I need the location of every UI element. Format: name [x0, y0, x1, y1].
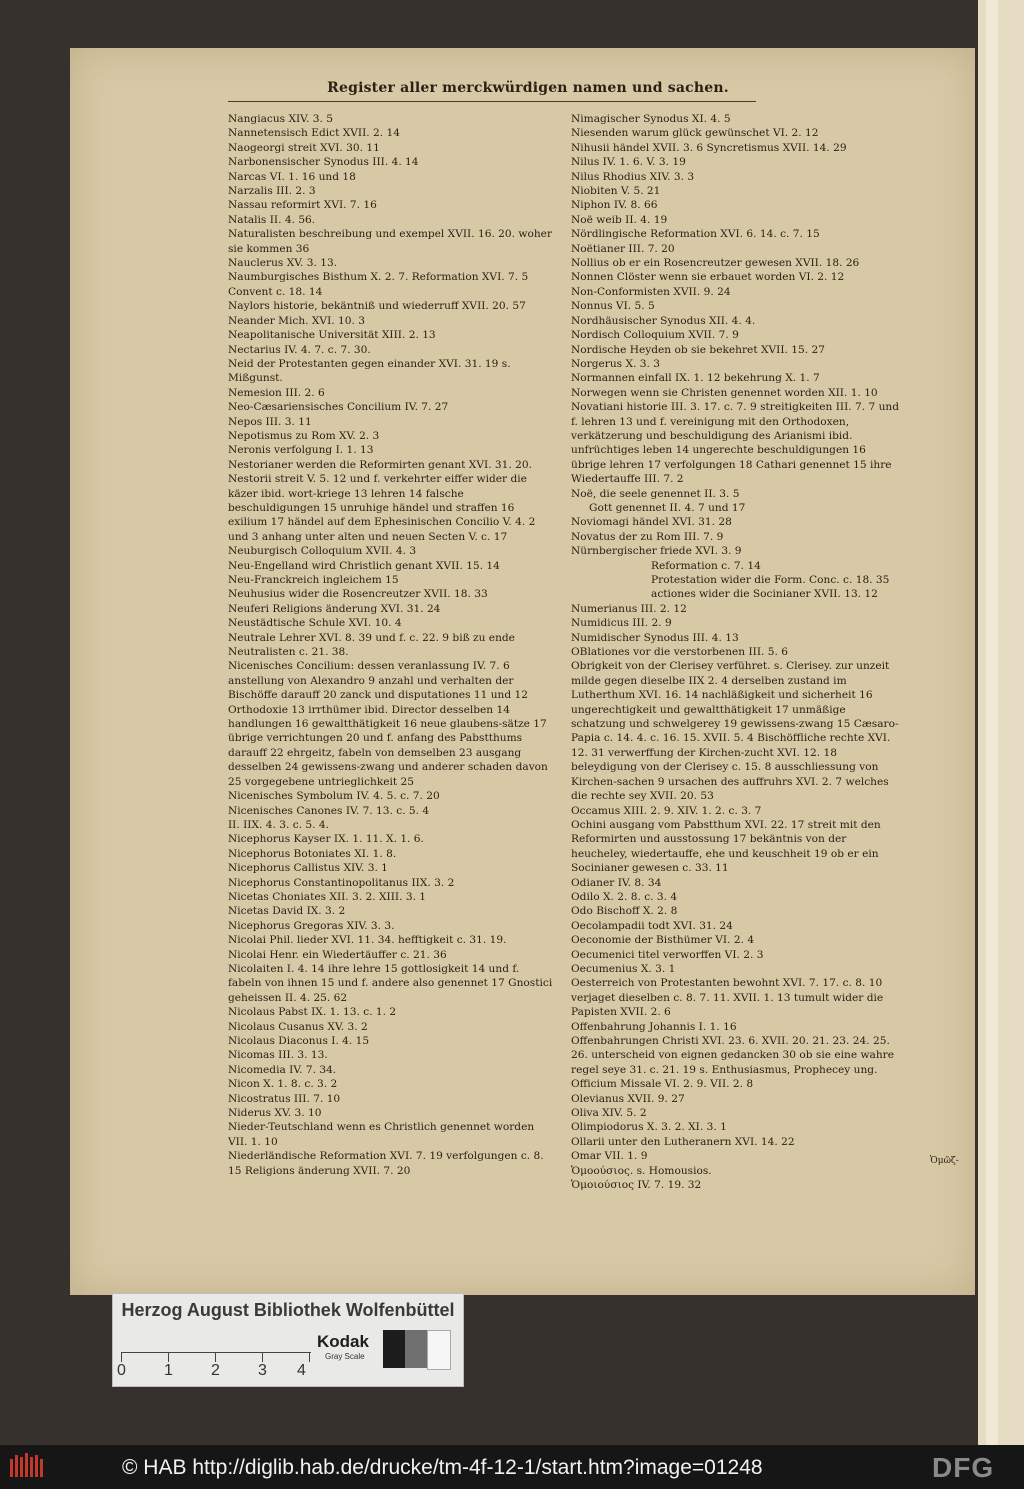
page-header: Register aller merckwürdigen namen und sachen. — [327, 80, 729, 96]
index-entry: Odo Bischoff X. 2. 8 — [571, 905, 678, 918]
ruler-number: 1 — [164, 1362, 173, 1379]
ruler-number: 2 — [211, 1362, 220, 1379]
index-entry: Nauclerus XV. 3. 13. — [228, 257, 338, 270]
index-entry: Nectarius IV. 4. 7. c. 7. 30. — [228, 343, 371, 356]
index-entry: Obrigkeit von der Clerisey verführet. s. Clerisey. zur unzeit milde gegen dieselbe IIX 2. 4 derselben zustand im Lutherthum XVI. 16. 14 nachläßigkeit und sicherheit 16 ungerechtigkeit und gewaltthätigkeit 17 unmäßige schatzung und schwelgerey 19 gewissens-zwang 15 Cæsaro-Papia c. 14. 4. c. 16. 15. XVII. 5. 4 Bischöffliche rechte XVI. 12. 31 verwerffung der Kirchen-zucht XVI. 12. 18 beleydigung von der Clerisey c. 15. 8 ausschliessung von Kirchen-sachen 9 ursachen des auffruhrs XVI. 2. 7 welches die rechte sey XVII. 20. 53 — [571, 660, 899, 803]
library-name: Herzog August Bibliothek Wolfenbüttel — [121, 1300, 455, 1320]
index-entry: Niderus XV. 3. 10 — [228, 1107, 322, 1120]
index-entry: Nicenisches Concilium: dessen veranlassung IV. 7. 6 anstellung von Alexandro 9 anzahl und verhalten der Bischöffe darauff 20 zanck und disputationes 11 und 12 Orthodoxie 13 irrthümer ibid. Director desselben 14 handlungen 16 gewaltthätigkeit 16 neue glaubens-sätze 17 übrige verrichtungen 20 und f. anfang des Pabstthums darauff 22 ehrgeitz, fabeln von demselben 23 ausgang desselben 24 gewissens-zwang und anderer schaden davon 25 vorgegebene untrieglichkeit 25 — [228, 660, 548, 788]
index-entry: Nordische Heyden ob sie bekehret XVII. 15. 27 — [571, 343, 825, 356]
index-entry: Numidischer Synodus III. 4. 13 — [571, 631, 739, 644]
index-entry: Nilus IV. 1. 6. V. 3. 19 — [571, 156, 686, 169]
index-entry: Nicomas III. 3. 13. — [228, 1049, 328, 1062]
gray-swatch-black — [383, 1330, 405, 1368]
index-entry: Oecumenius X. 3. 1 — [571, 962, 676, 975]
index-column-right — [571, 112, 901, 1192]
index-entry: Nonnen Clöster wenn sie erbauet worden VI. 2. 12 — [571, 271, 845, 284]
index-entry: Nördlingische Reformation XVI. 6. 14. c. 7. 15 — [571, 228, 820, 241]
index-entry: Noëtianer III. 7. 20 — [571, 242, 675, 255]
index-entry: Oliva XIV. 5. 2 — [571, 1107, 647, 1120]
index-entry: Gott genennet II. 4. 7 und 17 — [589, 501, 746, 514]
index-entry: Nicolai Henr. ein Wiedertäuffer c. 21. 36 — [228, 948, 447, 961]
index-entry: Nicenisches Canones IV. 7. 13. c. 5. 4 — [228, 804, 430, 817]
index-entry: Nicostratus III. 7. 10 — [228, 1092, 341, 1105]
gray-swatch-mid — [405, 1330, 427, 1368]
index-entry: Nicetas David IX. 3. 2 — [228, 905, 346, 918]
catchword: Ὁμῶζ- — [930, 1156, 959, 1166]
index-entry: Omar VII. 1. 9 — [571, 1150, 648, 1163]
index-entry: Ὁμοιούσιος IV. 7. 19. 32 — [571, 1179, 702, 1192]
index-entry: Nicephorus Callistus XIV. 3. 1 — [228, 862, 388, 875]
index-entry: Neander Mich. XVI. 10. 3 — [228, 314, 365, 327]
index-entry: Nollius ob er ein Rosencreutzer gewesen XVII. 18. 26 — [571, 257, 860, 270]
index-entry: Neuburgisch Colloquium XVII. 4. 3 — [228, 545, 417, 558]
index-entry: Nicomedia IV. 7. 34. — [228, 1063, 337, 1076]
index-entry: Nicolaus Pabst IX. 1. 13. c. 1. 2 — [228, 1006, 397, 1019]
index-entry: Nicephorus Gregoras XIV. 3. 3. — [228, 919, 395, 932]
index-entry: Officium Missale VI. 2. 9. VII. 2. 8 — [571, 1078, 754, 1091]
index-entry: Nordisch Colloquium XVII. 7. 9 — [571, 329, 739, 342]
index-entry: Olimpiodorus X. 3. 2. XI. 3. 1 — [571, 1121, 727, 1134]
ruler-number: 0 — [117, 1362, 126, 1379]
index-entry: Nonnus VI. 5. 5 — [571, 300, 655, 313]
ruler-tick — [121, 1352, 122, 1362]
index-entry: Norgerus X. 3. 3 — [571, 357, 660, 370]
index-entry: Neid der Protestanten gegen einander XVI. 31. 19 s. Mißgunst. — [228, 357, 511, 385]
adjacent-page-edge — [978, 0, 1024, 1445]
index-entry: Noë weib II. 4. 19 — [571, 213, 668, 226]
index-entry: Narzalis III. 2. 3 — [228, 185, 316, 198]
index-entry: Naumburgisches Bisthum X. 2. 7. Reformation XVI. 7. 5 Convent c. 18. 14 — [228, 271, 529, 298]
index-entry: Neu-Franckreich ingleichem 15 — [228, 574, 399, 586]
ruler-number: 4 — [297, 1362, 306, 1379]
index-entry: Oeconomie der Bisthümer VI. 2. 4 — [571, 934, 755, 947]
index-entry: Numidicus III. 2. 9 — [571, 617, 672, 630]
index-entry: Reformation c. 7. 14 — [651, 559, 761, 572]
index-entry: Noviomagi händel XVI. 31. 28 — [571, 516, 732, 529]
index-entry: Narcas VI. 1. 16 und 18 — [228, 170, 356, 183]
index-entry: Nannetensisch Edict XVII. 2. 14 — [228, 127, 400, 140]
dfg-logo: DFG — [932, 1452, 995, 1483]
index-entry: Nicetas Choniates XII. 3. 2. XIII. 3. 1 — [228, 890, 427, 903]
kodak-logo: Kodak — [317, 1332, 369, 1351]
index-entry: Odilo X. 2. 8. c. 3. 4 — [571, 890, 678, 903]
index-entry: Oecumenici titel verworffen VI. 2. 3 — [571, 948, 764, 961]
index-entry: Narbonensischer Synodus III. 4. 14 — [228, 156, 419, 169]
index-entry: Neutrale Lehrer XVI. 8. 39 und f. c. 22. 9 biß zu ende — [228, 631, 515, 644]
adjacent-page-edge-highlight — [986, 0, 998, 1445]
index-entry: Naylors historie, bekäntniß und wiederruff XVII. 20. 57 — [228, 300, 526, 313]
index-entry: Nangiacus XIV. 3. 5 — [228, 113, 333, 125]
index-entry: Nemesion III. 2. 6 — [228, 386, 325, 399]
index-entry: Nicephorus Constantinopolitanus IIX. 3. 2 — [228, 876, 455, 889]
ruler-tick — [215, 1352, 216, 1362]
index-entry: Offenbahrung Johannis I. 1. 16 — [571, 1020, 737, 1033]
index-entry: Nicolaus Cusanus XV. 3. 2 — [228, 1020, 368, 1033]
index-entry: Nihusii händel XVII. 3. 6 Syncretismus XVII. 14. 29 — [571, 141, 847, 154]
index-entry: Nestorianer werden die Reformirten genant XVI. 31. 20. — [228, 458, 532, 471]
gray-swatch-white — [427, 1330, 451, 1370]
index-entry: Nicenisches Symbolum IV. 4. 5. c. 7. 20 — [228, 790, 440, 803]
index-entry: Oecolampadii todt XVI. 31. 24 — [571, 919, 733, 932]
ruler-tick — [168, 1352, 169, 1362]
index-entry: Nicolaus Diaconus I. 4. 15 — [228, 1035, 370, 1047]
index-entry: Neapolitanische Universität XIII. 2. 13 — [228, 329, 436, 342]
index-entry: Neronis verfolgung I. 1. 13 — [228, 444, 374, 457]
index-entry: Nestorii streit V. 5. 12 und f. verkehrter eiffer wider die käzer ibid. wort-kriege 13 lehren 14 falsche beschuldigungen 15 unruhige händel und straffen 16 exilium 17 händel auf dem Ephesinischen Concilio V. 4. 2 und 3 anhang unter alten und neuen Secten V. c. 17 — [228, 473, 536, 543]
index-entry: Noë, die seele genennet II. 3. 5 — [571, 487, 740, 500]
index-entry: Nassau reformirt XVI. 7. 16 — [228, 199, 377, 212]
index-entry: Ochini ausgang vom Pabstthum XVI. 22. 17 streit mit den Reformirten und ausstossung 17 bekäntnis von der heucheley, wiedertauffe, ehe und keuschheit 19 ob er ein Socinianer gewesen c. 33. 11 — [571, 818, 881, 875]
index-entry: OBlationes vor die verstorbenen III. 5. 6 — [571, 646, 788, 659]
color-reference-card — [112, 1293, 464, 1387]
index-entry: Neutralisten c. 21. 38. — [228, 646, 349, 659]
index-entry: Nicolaiten I. 4. 14 ihre lehre 15 gottlosigkeit 14 und f. fabeln von ihnen 15 und f. andere also genennet 17 Gnostici geheissen II. 4. 25. 62 — [228, 962, 553, 1004]
index-entry: Naturalisten beschreibung und exempel XVII. 16. 20. woher sie kommen 36 — [228, 228, 553, 255]
index-entry: Numerianus III. 2. 12 — [571, 602, 687, 615]
index-entry: Nürnbergischer friede XVI. 3. 9 — [571, 545, 742, 558]
index-entry: Niesenden warum glück gewünschet VI. 2. 12 — [571, 127, 819, 140]
scale-ruler — [117, 1352, 313, 1382]
index-entry: Nicephorus Botoniates XI. 1. 8. — [228, 847, 397, 860]
ruler-number: 3 — [258, 1362, 267, 1379]
index-entry: Nimagischer Synodus XI. 4. 5 — [571, 113, 731, 125]
index-entry: Neustädtische Schule XVI. 10. 4 — [228, 617, 402, 630]
index-entry: Odianer IV. 8. 34 — [571, 876, 662, 889]
index-entry: Ὁμοούσιος. s. Homousios. — [571, 1164, 712, 1177]
index-entry: Neo-Cæsariensisches Concilium IV. 7. 27 — [228, 401, 449, 414]
index-entry: Offenbahrungen Christi XVI. 23. 6. XVII. 20. 21. 23. 24. 25. 26. unterscheid von eignen gedancken 30 ob sie eine wahre regel seye 31. c. 21. 19 s. Enthusiasmus, Prophecey ung. — [571, 1035, 895, 1076]
header-rule — [228, 101, 756, 102]
index-entry: actiones wider die Socinianer XVII. 13. 12 — [651, 588, 878, 601]
kodak-subtitle: Gray Scale — [325, 1352, 365, 1361]
index-entry: Neuhusius wider die Rosencreutzer XVII. 18. 33 — [228, 588, 488, 601]
index-entry: Neuferi Religions änderung XVI. 31. 24 — [228, 602, 441, 615]
index-entry: Ollarii unter den Lutheranern XVI. 14. 22 — [571, 1135, 795, 1148]
index-entry: Protestation wider die Form. Conc. c. 18. 35 — [651, 574, 890, 586]
index-entry: Nepos III. 3. 11 — [228, 415, 312, 428]
index-entry: Niederländische Reformation XVI. 7. 19 verfolgungen c. 8. 15 Religions änderung XVII. 7. 20 — [228, 1150, 544, 1177]
index-entry: Natalis II. 4. 56. — [228, 213, 316, 226]
ruler-line — [121, 1352, 311, 1353]
index-entry: Nicolai Phil. lieder XVI. 11. 34. hefftigkeit c. 31. 19. — [228, 934, 507, 947]
index-entry: Neu-Engelland wird Christlich genant XVII. 15. 14 — [228, 559, 500, 572]
index-entry: Niobiten V. 5. 21 — [571, 185, 661, 198]
index-entry: Novatiani historie III. 3. 17. c. 7. 9 streitigkeiten III. 7. 7 und f. lehren 13 und f. vereinigung mit den Orthodoxen, verkätzerung und beschuldigung des Arianismi ibid. unfrüchtiges leben 14 ungerechte beschuldigungen 16 übrige lehren 17 verfolgungen 18 Cathari genennet 15 ihre Wiedertauffe III. 7. 2 — [571, 401, 900, 486]
index-entry: Nieder-Teutschland wenn es Christlich genennet worden VII. 1. 10 — [228, 1121, 535, 1148]
index-entry: Nilus Rhodius XIV. 3. 3 — [571, 170, 695, 183]
index-entry: Nicon X. 1. 8. c. 3. 2 — [228, 1078, 338, 1091]
index-entry: Occamus XIII. 2. 9. XIV. 1. 2. c. 3. 7 — [571, 804, 762, 817]
index-entry: Nicephorus Kayser IX. 1. 11. X. 1. 6. — [228, 833, 424, 846]
hab-logo-icon — [8, 1451, 48, 1481]
copyright-link[interactable]: © HAB http://diglib.hab.de/drucke/tm-4f-12-1/start.htm?image=01248 — [122, 1456, 763, 1479]
index-entry: Nordhäusischer Synodus XII. 4. 4. — [571, 314, 756, 327]
index-entry: Oesterreich von Protestanten bewohnt XVI. 7. 17. c. 8. 10 verjaget dieselben c. 8. 7. 11. XVII. 1. 13 tumult wider die Papisten XVII. 2. 6 — [571, 977, 884, 1019]
index-column-left — [228, 112, 555, 1178]
index-entry: II. IIX. 4. 3. c. 5. 4. — [228, 818, 329, 831]
index-entry: Non-Conformisten XVII. 9. 24 — [571, 285, 731, 298]
index-entry: Novatus der zu Rom III. 7. 9 — [571, 530, 724, 543]
ruler-tick — [262, 1352, 263, 1362]
ruler-tick — [309, 1352, 310, 1362]
index-entry: Naogeorgi streit XVI. 30. 11 — [228, 141, 380, 154]
index-entry: Olevianus XVII. 9. 27 — [571, 1092, 685, 1105]
index-entry: Norwegen wenn sie Christen genennet worden XII. 1. 10 — [571, 386, 878, 399]
index-entry: Nepotismus zu Rom XV. 2. 3 — [228, 429, 380, 442]
index-entry: Niphon IV. 8. 66 — [571, 199, 658, 212]
index-entry: Normannen einfall IX. 1. 12 bekehrung X. 1. 7 — [571, 372, 820, 385]
